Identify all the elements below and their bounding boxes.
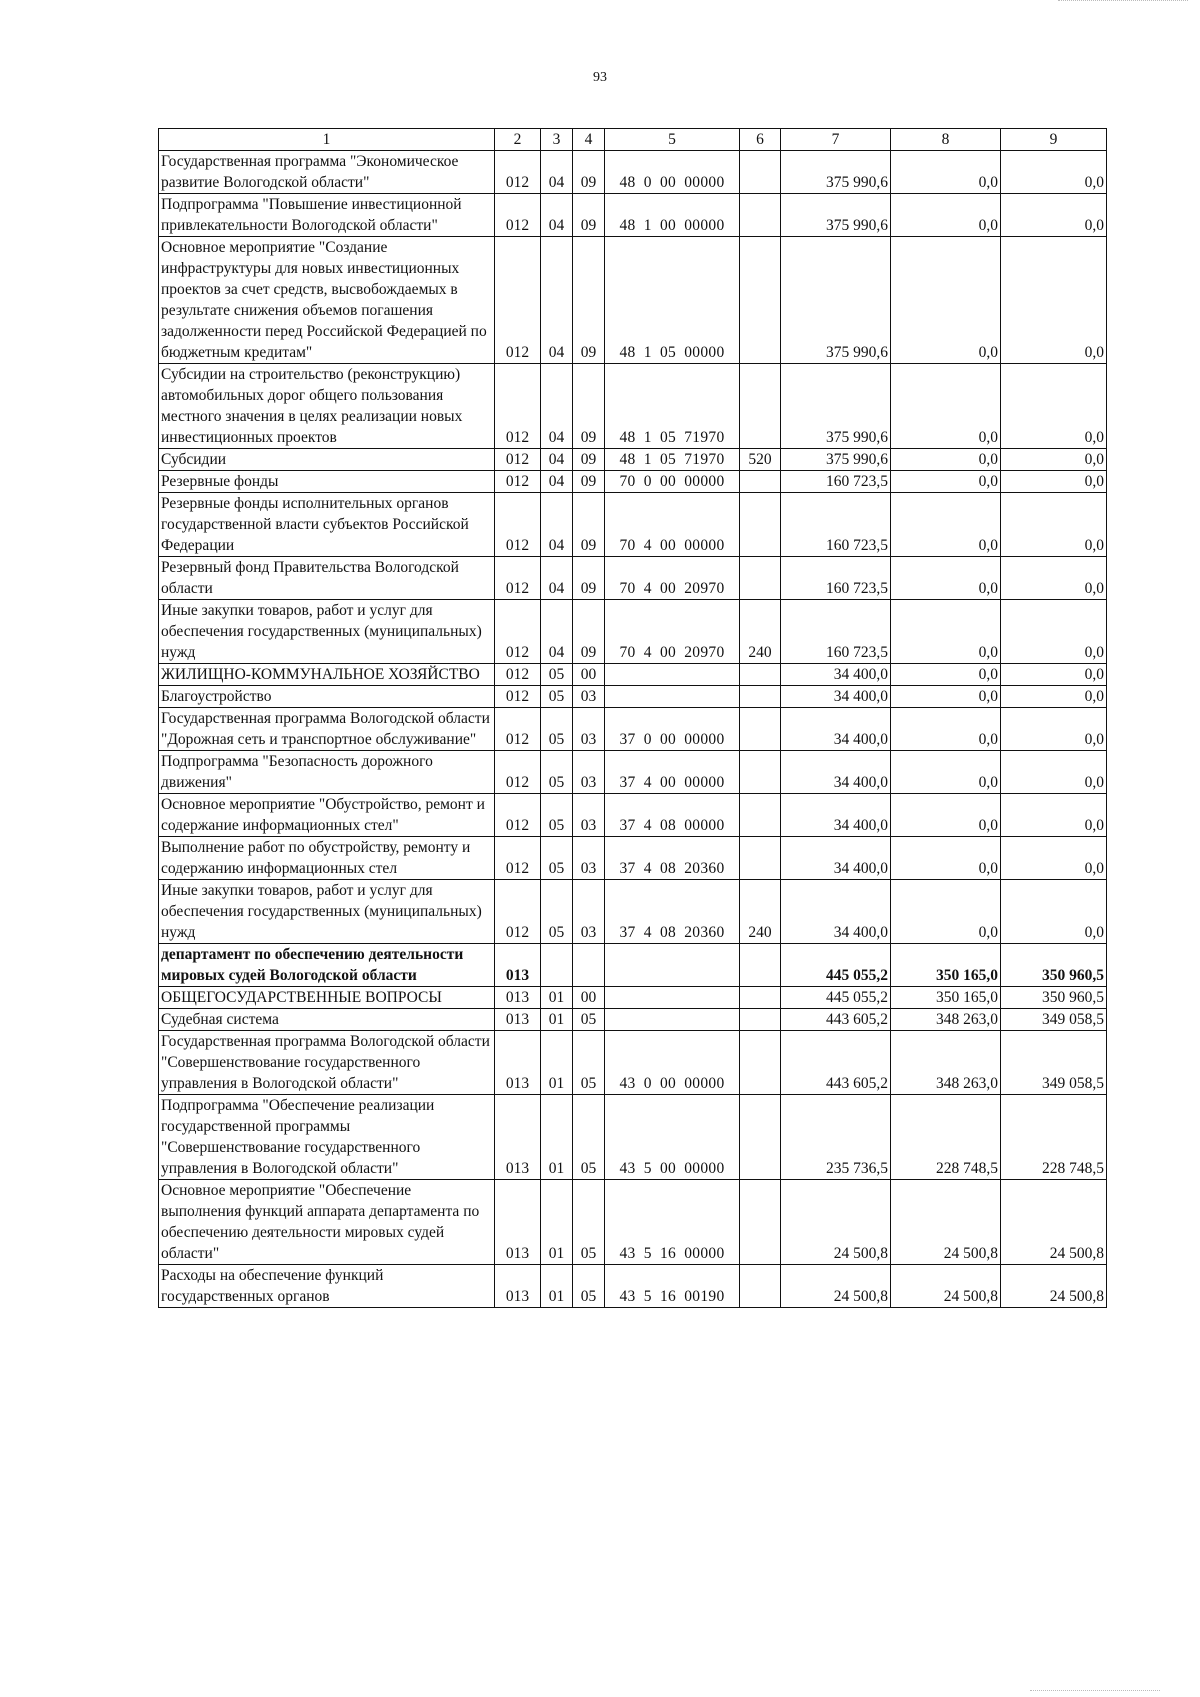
department-code-cell: 013 [495, 1095, 541, 1180]
amount-col7-cell: 34 400,0 [781, 751, 891, 794]
expense-type-cell [740, 1265, 781, 1308]
amount-col8-cell: 348 263,0 [891, 1031, 1001, 1095]
target-article-cell: 43 0 00 00000 [605, 1031, 740, 1095]
department-code-cell: 012 [495, 837, 541, 880]
amount-col7-cell: 24 500,8 [781, 1265, 891, 1308]
expense-type-cell [740, 557, 781, 600]
amount-col8-cell: 0,0 [891, 557, 1001, 600]
target-article-cell: 43 5 16 00000 [605, 1180, 740, 1265]
table-row [159, 751, 1107, 794]
amount-col9-cell: 349 058,5 [1001, 1031, 1107, 1095]
item-name-cell: Иные закупки товаров, работ и услуг для обеспечения государственных (муниципальных) нужд [159, 880, 495, 944]
amount-col9-cell: 24 500,8 [1001, 1265, 1107, 1308]
table-row [159, 471, 1107, 493]
header-cell: 8 [891, 129, 1001, 151]
section-code-cell: 04 [541, 237, 573, 364]
subsection-code-cell: 09 [573, 493, 605, 557]
department-code-cell: 012 [495, 151, 541, 194]
amount-col8-cell: 0,0 [891, 794, 1001, 837]
amount-col7-cell: 24 500,8 [781, 1180, 891, 1265]
expense-type-cell: 520 [740, 449, 781, 471]
item-name-cell: Выполнение работ по обустройству, ремонту и содержанию информационных стел [159, 837, 495, 880]
header-cell: 1 [159, 129, 495, 151]
target-article-cell: 48 1 05 71970 [605, 449, 740, 471]
subsection-code-cell: 05 [573, 1031, 605, 1095]
section-code-cell [541, 944, 573, 987]
department-code-cell: 013 [495, 987, 541, 1009]
section-code-cell: 05 [541, 837, 573, 880]
header-cell: 5 [605, 129, 740, 151]
section-code-cell: 05 [541, 794, 573, 837]
table-row [159, 794, 1107, 837]
section-code-cell: 05 [541, 664, 573, 686]
target-article-cell [605, 1009, 740, 1031]
expense-type-cell [740, 794, 781, 837]
section-code-cell: 05 [541, 751, 573, 794]
section-code-cell: 04 [541, 194, 573, 237]
target-article-cell: 43 5 16 00190 [605, 1265, 740, 1308]
table-row [159, 664, 1107, 686]
amount-col7-cell: 160 723,5 [781, 493, 891, 557]
table-row [159, 600, 1107, 664]
amount-col7-cell: 34 400,0 [781, 880, 891, 944]
department-code-cell: 012 [495, 600, 541, 664]
header-cell: 2 [495, 129, 541, 151]
table-row [159, 194, 1107, 237]
subsection-code-cell: 09 [573, 194, 605, 237]
amount-col7-cell: 375 990,6 [781, 449, 891, 471]
table-row [159, 1265, 1107, 1308]
amount-col9-cell: 350 960,5 [1001, 987, 1107, 1009]
item-name-cell: Государственная программа Вологодской области "Совершенствование государственного управления в Вологодской области" [159, 1031, 495, 1095]
expense-type-cell [740, 237, 781, 364]
table-row [159, 686, 1107, 708]
amount-col8-cell: 0,0 [891, 880, 1001, 944]
amount-col7-cell: 34 400,0 [781, 664, 891, 686]
target-article-cell [605, 987, 740, 1009]
item-name-cell: Резервные фонды [159, 471, 495, 493]
target-article-cell: 48 1 00 00000 [605, 194, 740, 237]
department-code-cell: 012 [495, 364, 541, 449]
amount-col7-cell: 375 990,6 [781, 151, 891, 194]
department-code-cell: 012 [495, 664, 541, 686]
amount-col9-cell: 228 748,5 [1001, 1095, 1107, 1180]
subsection-code-cell: 09 [573, 151, 605, 194]
section-code-cell: 01 [541, 1265, 573, 1308]
table-row [159, 364, 1107, 449]
expense-type-cell [740, 944, 781, 987]
amount-col9-cell: 0,0 [1001, 471, 1107, 493]
amount-col8-cell: 24 500,8 [891, 1265, 1001, 1308]
header-cell: 4 [573, 129, 605, 151]
section-code-cell: 04 [541, 557, 573, 600]
item-name-cell: ОБЩЕГОСУДАРСТВЕННЫЕ ВОПРОСЫ [159, 987, 495, 1009]
subsection-code-cell: 05 [573, 1265, 605, 1308]
target-article-cell: 48 0 00 00000 [605, 151, 740, 194]
table-row [159, 708, 1107, 751]
department-code-cell: 012 [495, 880, 541, 944]
item-name-cell: Подпрограмма "Безопасность дорожного движения" [159, 751, 495, 794]
table-row [159, 493, 1107, 557]
expense-type-cell [740, 751, 781, 794]
department-code-cell: 012 [495, 751, 541, 794]
section-code-cell: 04 [541, 471, 573, 493]
header-cell: 3 [541, 129, 573, 151]
amount-col7-cell: 34 400,0 [781, 794, 891, 837]
amount-col7-cell: 160 723,5 [781, 600, 891, 664]
amount-col7-cell: 375 990,6 [781, 194, 891, 237]
table-row [159, 1009, 1107, 1031]
amount-col8-cell: 0,0 [891, 600, 1001, 664]
amount-col9-cell: 0,0 [1001, 493, 1107, 557]
subsection-code-cell: 09 [573, 471, 605, 493]
target-article-cell: 48 1 05 00000 [605, 237, 740, 364]
amount-col8-cell: 0,0 [891, 449, 1001, 471]
amount-col9-cell: 349 058,5 [1001, 1009, 1107, 1031]
expense-type-cell [740, 471, 781, 493]
department-code-cell: 013 [495, 1031, 541, 1095]
target-article-cell [605, 944, 740, 987]
section-code-cell: 04 [541, 493, 573, 557]
item-name-cell: Государственная программа Вологодской области "Дорожная сеть и транспортное обслуживание" [159, 708, 495, 751]
amount-col7-cell: 443 605,2 [781, 1031, 891, 1095]
department-code-cell: 012 [495, 686, 541, 708]
expense-type-cell [740, 1009, 781, 1031]
amount-col7-cell: 160 723,5 [781, 471, 891, 493]
item-name-cell: Расходы на обеспечение функций государственных органов [159, 1265, 495, 1308]
amount-col7-cell: 443 605,2 [781, 1009, 891, 1031]
header-cell: 6 [740, 129, 781, 151]
amount-col9-cell: 0,0 [1001, 557, 1107, 600]
target-article-cell: 37 0 00 00000 [605, 708, 740, 751]
amount-col8-cell: 0,0 [891, 708, 1001, 751]
amount-col9-cell: 24 500,8 [1001, 1180, 1107, 1265]
section-code-cell: 04 [541, 151, 573, 194]
item-name-cell: Подпрограмма "Повышение инвестиционной привлекательности Вологодской области" [159, 194, 495, 237]
subsection-code-cell: 09 [573, 237, 605, 364]
subsection-code-cell: 09 [573, 449, 605, 471]
amount-col8-cell: 0,0 [891, 237, 1001, 364]
department-code-cell: 012 [495, 493, 541, 557]
table-row [159, 987, 1107, 1009]
department-code-cell: 012 [495, 471, 541, 493]
expense-type-cell: 240 [740, 600, 781, 664]
table-row [159, 237, 1107, 364]
amount-col7-cell: 445 055,2 [781, 944, 891, 987]
target-article-cell [605, 664, 740, 686]
subsection-code-cell: 05 [573, 1095, 605, 1180]
amount-col7-cell: 375 990,6 [781, 364, 891, 449]
section-code-cell: 05 [541, 686, 573, 708]
section-code-cell: 05 [541, 880, 573, 944]
table-header-row [159, 129, 1107, 151]
item-name-cell: департамент по обеспечению деятельности мировых судей Вологодской области [159, 944, 495, 987]
expense-type-cell [740, 364, 781, 449]
subsection-code-cell: 03 [573, 794, 605, 837]
header-cell: 7 [781, 129, 891, 151]
amount-col8-cell: 0,0 [891, 493, 1001, 557]
amount-col7-cell: 375 990,6 [781, 237, 891, 364]
subsection-code-cell: 09 [573, 557, 605, 600]
amount-col9-cell: 0,0 [1001, 751, 1107, 794]
section-code-cell: 01 [541, 987, 573, 1009]
amount-col9-cell: 0,0 [1001, 194, 1107, 237]
target-article-cell: 70 4 00 20970 [605, 557, 740, 600]
department-code-cell: 012 [495, 449, 541, 471]
subsection-code-cell: 03 [573, 880, 605, 944]
item-name-cell: Основное мероприятие "Обустройство, ремонт и содержание информационных стел" [159, 794, 495, 837]
section-code-cell: 04 [541, 600, 573, 664]
target-article-cell: 48 1 05 71970 [605, 364, 740, 449]
department-code-cell: 012 [495, 237, 541, 364]
expense-type-cell [740, 1031, 781, 1095]
section-code-cell: 01 [541, 1180, 573, 1265]
subsection-code-cell: 05 [573, 1180, 605, 1265]
department-code-cell: 012 [495, 194, 541, 237]
section-code-cell: 04 [541, 449, 573, 471]
budget-table-body [159, 129, 1107, 1308]
subsection-code-cell: 03 [573, 686, 605, 708]
expense-type-cell [740, 194, 781, 237]
subsection-code-cell [573, 944, 605, 987]
item-name-cell: Иные закупки товаров, работ и услуг для обеспечения государственных (муниципальных) нужд [159, 600, 495, 664]
header-cell: 9 [1001, 129, 1107, 151]
section-code-cell: 01 [541, 1031, 573, 1095]
table-row [159, 151, 1107, 194]
expense-type-cell [740, 151, 781, 194]
amount-col8-cell: 0,0 [891, 686, 1001, 708]
amount-col9-cell: 0,0 [1001, 364, 1107, 449]
amount-col7-cell: 34 400,0 [781, 686, 891, 708]
target-article-cell: 70 4 00 20970 [605, 600, 740, 664]
amount-col8-cell: 0,0 [891, 471, 1001, 493]
target-article-cell: 37 4 08 20360 [605, 880, 740, 944]
subsection-code-cell: 05 [573, 1009, 605, 1031]
subsection-code-cell: 03 [573, 751, 605, 794]
target-article-cell: 37 4 08 00000 [605, 794, 740, 837]
table-row [159, 837, 1107, 880]
department-code-cell: 013 [495, 944, 541, 987]
amount-col9-cell: 0,0 [1001, 708, 1107, 751]
amount-col8-cell: 0,0 [891, 664, 1001, 686]
page-number: 93 [593, 70, 607, 85]
expense-type-cell: 240 [740, 880, 781, 944]
target-article-cell [605, 686, 740, 708]
item-name-cell: Субсидии [159, 449, 495, 471]
subsection-code-cell: 00 [573, 664, 605, 686]
subsection-code-cell: 00 [573, 987, 605, 1009]
target-article-cell: 43 5 00 00000 [605, 1095, 740, 1180]
item-name-cell: Подпрограмма "Обеспечение реализации государственной программы "Совершенствование государственного управления в Вологодской области" [159, 1095, 495, 1180]
subsection-code-cell: 03 [573, 837, 605, 880]
item-name-cell: Основное мероприятие "Создание инфраструктуры для новых инвестиционных проектов за счет средств, высвобождаемых в результате снижения объемов погашения задолженности перед Российской Федерацией по бюджетным кредитам" [159, 237, 495, 364]
section-code-cell: 01 [541, 1009, 573, 1031]
section-code-cell: 01 [541, 1095, 573, 1180]
amount-col8-cell: 350 165,0 [891, 987, 1001, 1009]
table-row [159, 449, 1107, 471]
target-article-cell: 37 4 08 20360 [605, 837, 740, 880]
subsection-code-cell: 09 [573, 600, 605, 664]
target-article-cell: 37 4 00 00000 [605, 751, 740, 794]
item-name-cell: Основное мероприятие "Обеспечение выполнения функций аппарата департамента по обеспечению деятельности мировых судей области" [159, 1180, 495, 1265]
subsection-code-cell: 09 [573, 364, 605, 449]
subsection-code-cell: 03 [573, 708, 605, 751]
expense-type-cell [740, 708, 781, 751]
amount-col9-cell: 0,0 [1001, 794, 1107, 837]
amount-col8-cell: 0,0 [891, 364, 1001, 449]
table-row [159, 1031, 1107, 1095]
amount-col8-cell: 0,0 [891, 151, 1001, 194]
amount-col8-cell: 24 500,8 [891, 1180, 1001, 1265]
expense-type-cell [740, 1095, 781, 1180]
department-code-cell: 012 [495, 708, 541, 751]
department-code-cell: 013 [495, 1009, 541, 1031]
table-row [159, 557, 1107, 600]
item-name-cell: ЖИЛИЩНО-КОММУНАЛЬНОЕ ХОЗЯЙСТВО [159, 664, 495, 686]
expense-type-cell [740, 987, 781, 1009]
amount-col7-cell: 445 055,2 [781, 987, 891, 1009]
amount-col8-cell: 0,0 [891, 837, 1001, 880]
amount-col8-cell: 228 748,5 [891, 1095, 1001, 1180]
amount-col9-cell: 0,0 [1001, 151, 1107, 194]
amount-col9-cell: 0,0 [1001, 664, 1107, 686]
department-code-cell: 012 [495, 557, 541, 600]
amount-col9-cell: 0,0 [1001, 449, 1107, 471]
department-code-cell: 013 [495, 1265, 541, 1308]
department-code-cell: 013 [495, 1180, 541, 1265]
target-article-cell: 70 0 00 00000 [605, 471, 740, 493]
amount-col9-cell: 0,0 [1001, 686, 1107, 708]
amount-col8-cell: 348 263,0 [891, 1009, 1001, 1031]
expense-type-cell [740, 837, 781, 880]
department-code-cell: 012 [495, 794, 541, 837]
amount-col7-cell: 160 723,5 [781, 557, 891, 600]
item-name-cell: Благоустройство [159, 686, 495, 708]
item-name-cell: Государственная программа "Экономическое развитие Вологодской области" [159, 151, 495, 194]
table-row [159, 1180, 1107, 1265]
section-code-cell: 04 [541, 364, 573, 449]
amount-col8-cell: 0,0 [891, 751, 1001, 794]
table-row [159, 880, 1107, 944]
item-name-cell: Судебная система [159, 1009, 495, 1031]
expense-type-cell [740, 664, 781, 686]
section-code-cell: 05 [541, 708, 573, 751]
table-row [159, 944, 1107, 987]
amount-col9-cell: 0,0 [1001, 880, 1107, 944]
table-row [159, 1095, 1107, 1180]
amount-col9-cell: 0,0 [1001, 237, 1107, 364]
amount-col8-cell: 350 165,0 [891, 944, 1001, 987]
item-name-cell: Субсидии на строительство (реконструкцию) автомобильных дорог общего пользования местного значения в целях реализации новых инвестиционных проектов [159, 364, 495, 449]
target-article-cell: 70 4 00 00000 [605, 493, 740, 557]
budget-table [158, 128, 1107, 1308]
amount-col7-cell: 235 736,5 [781, 1095, 891, 1180]
item-name-cell: Резервный фонд Правительства Вологодской области [159, 557, 495, 600]
item-name-cell: Резервные фонды исполнительных органов государственной власти субъектов Российской Федерации [159, 493, 495, 557]
amount-col9-cell: 0,0 [1001, 837, 1107, 880]
amount-col9-cell: 350 960,5 [1001, 944, 1107, 987]
expense-type-cell [740, 493, 781, 557]
scan-artifact-top [1058, 0, 1188, 7]
expense-type-cell [740, 686, 781, 708]
amount-col8-cell: 0,0 [891, 194, 1001, 237]
amount-col7-cell: 34 400,0 [781, 837, 891, 880]
expense-type-cell [740, 1180, 781, 1265]
scan-artifact-bottom [1030, 1684, 1160, 1691]
amount-col7-cell: 34 400,0 [781, 708, 891, 751]
amount-col9-cell: 0,0 [1001, 600, 1107, 664]
